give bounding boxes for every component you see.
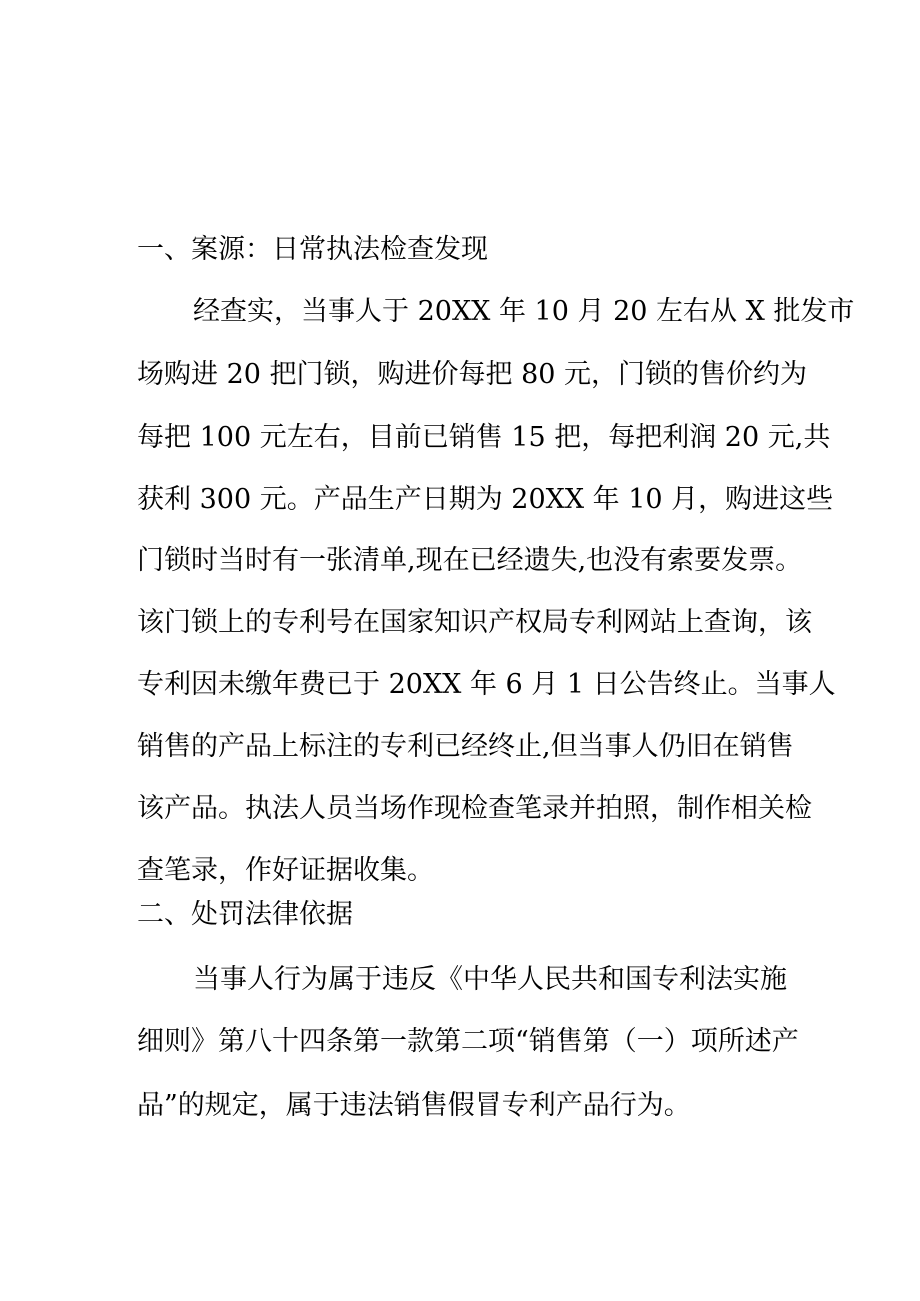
paragraph-line: 细则》第八十四条第一款第二项“销售第（一）项所述产 [137, 1026, 799, 1057]
paragraph-line: 经查实，当事人于 20XX 年 10 月 20 左右从 X 批发市 [193, 296, 855, 327]
paragraph-line: 销售的产品上标注的专利已经终止,但当事人仍旧在销售 [137, 731, 794, 762]
paragraph-line: 品”的规定，属于违法销售假冒专利产品行为。 [137, 1090, 691, 1121]
paragraph-line: 门锁时当时有一张清单,现在已经遗失,也没有索要发票。 [137, 545, 803, 576]
paragraph-line: 查笔录，作好证据收集。 [137, 855, 434, 886]
section-heading-case-source: 一、案源：日常执法检查发现 [137, 234, 488, 265]
paragraph-line: 当事人行为属于违反《中华人民共和国专利法实施 [193, 964, 787, 995]
section-heading-legal-basis: 二、处罚法律依据 [137, 899, 353, 930]
paragraph-line: 每把 100 元左右，目前已销售 15 把，每把利润 20 元,共 [137, 422, 831, 453]
paragraph-line: 专利因未缴年费已于 20XX 年 6 月 1 日公告终止。当事人 [137, 669, 836, 700]
paragraph-line: 获利 300 元。产品生产日期为 20XX 年 10 月，购进这些 [137, 484, 834, 515]
paragraph-line: 该产品。执法人员当场作现检查笔录并拍照，制作相关检 [137, 793, 812, 824]
paragraph-line: 场购进 20 把门锁，购进价每把 80 元，门锁的售价约为 [137, 359, 808, 390]
paragraph-line: 该门锁上的专利号在国家知识产权局专利网站上查询，该 [137, 607, 812, 638]
